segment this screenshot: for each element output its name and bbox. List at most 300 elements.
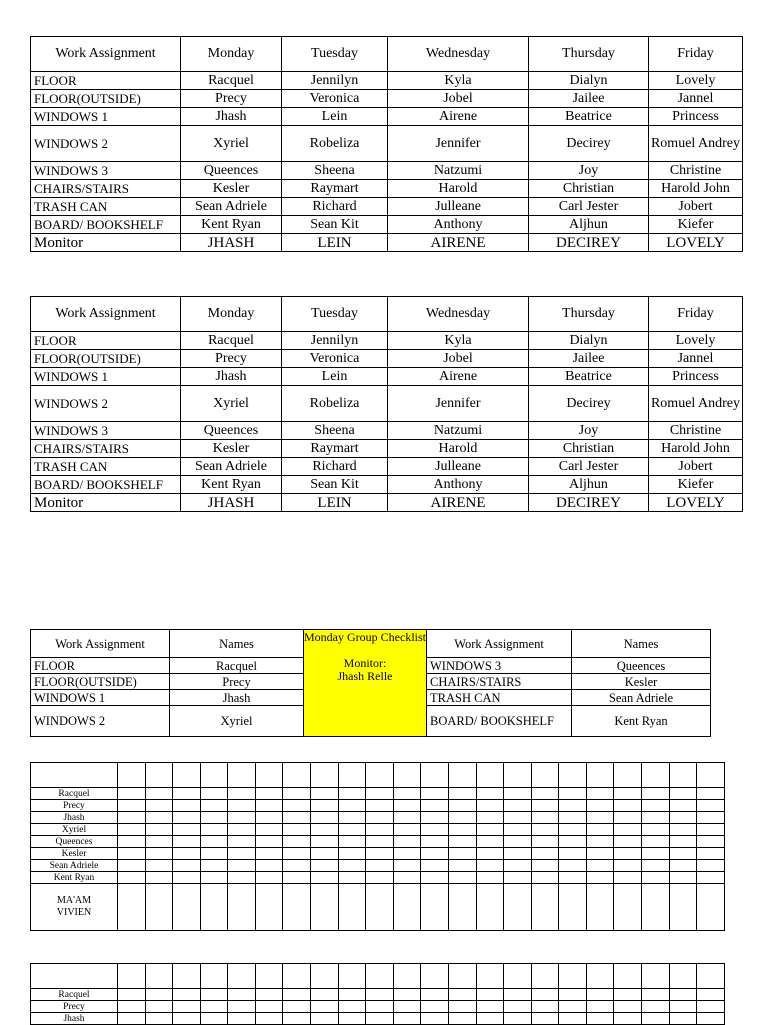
grid-check-cell: [531, 884, 559, 931]
grid-check-cell: [200, 1013, 228, 1025]
group-header-row: [31, 630, 711, 658]
grid-check-cell: [614, 1001, 642, 1013]
grid-check-cell: [504, 884, 532, 931]
grid-check-cell: [338, 800, 366, 812]
grid-row: [31, 848, 725, 860]
grid-check-cell: [311, 989, 339, 1001]
grid-check-cell: [200, 836, 228, 848]
grid-check-cell: [283, 800, 311, 812]
grid-check-cell: [504, 788, 532, 800]
grid-row: [31, 860, 725, 872]
grid-check-cell: [504, 1001, 532, 1013]
schedule-name-cell: Carl Jester: [529, 458, 649, 476]
grid-row: [31, 800, 725, 812]
schedule-row: [31, 386, 743, 422]
grid-check-cell: [393, 964, 421, 989]
grid-check-cell: [200, 1001, 228, 1013]
grid-check-cell: [448, 788, 476, 800]
schedule-name-cell: Kent Ryan: [181, 216, 282, 234]
grid-row: [31, 989, 725, 1001]
grid-check-cell: [697, 1001, 725, 1013]
schedule-task-cell: CHAIRS/STAIRS: [31, 180, 181, 198]
schedule-name-cell: Robeliza: [282, 126, 388, 162]
grid-check-cell: [228, 812, 256, 824]
schedule-name-cell: Sheena: [282, 162, 388, 180]
schedule-task-cell: WINDOWS 2: [31, 126, 181, 162]
grid-check-cell: [255, 884, 283, 931]
grid-check-cell: [669, 848, 697, 860]
grid-check-cell: [173, 812, 201, 824]
schedule-row: [31, 350, 743, 368]
grid-check-cell: [118, 1001, 146, 1013]
schedule-name-cell: Raymart: [282, 440, 388, 458]
grid-check-cell: [200, 800, 228, 812]
group-col-names-left: Names: [170, 630, 304, 658]
grid-check-cell: [173, 788, 201, 800]
schedule-name-cell: Jobel: [388, 90, 529, 108]
schedule-name-cell: AIRENE: [388, 234, 529, 252]
grid-check-cell: [145, 848, 173, 860]
group-name-cell: Kent Ryan: [572, 706, 711, 737]
grid-check-cell: [669, 836, 697, 848]
schedule-header-cell: Thursday: [529, 37, 649, 72]
grid-check-cell: [255, 989, 283, 1001]
schedule-name-cell: Jennilyn: [282, 332, 388, 350]
grid-check-cell: [669, 1013, 697, 1025]
schedule-name-cell: Jennifer: [388, 126, 529, 162]
grid-check-cell: [255, 824, 283, 836]
grid-check-cell: [393, 848, 421, 860]
grid-check-cell: [476, 860, 504, 872]
grid-check-cell: [531, 872, 559, 884]
schedule-header-cell: Friday: [649, 297, 743, 332]
grid-check-cell: [283, 964, 311, 989]
grid-check-cell: [586, 989, 614, 1001]
grid-check-cell: [366, 824, 394, 836]
grid-check-cell: [559, 848, 587, 860]
schedule-header-cell: Work Assignment: [31, 297, 181, 332]
grid-name-cell: Xyriel: [31, 824, 118, 836]
schedule-name-cell: LEIN: [282, 494, 388, 512]
schedule-name-cell: Veronica: [282, 90, 388, 108]
grid-check-cell: [228, 836, 256, 848]
grid-check-cell: [614, 763, 642, 788]
schedule-name-cell: Jobert: [649, 198, 743, 216]
grid-check-cell: [641, 1013, 669, 1025]
schedule-name-cell: Jennilyn: [282, 72, 388, 90]
grid-check-cell: [531, 812, 559, 824]
grid-check-cell: [697, 763, 725, 788]
schedule-name-cell: Decirey: [529, 126, 649, 162]
grid-check-cell: [421, 964, 449, 989]
grid-check-cell: [448, 860, 476, 872]
grid-check-cell: [145, 763, 173, 788]
grid-check-cell: [697, 800, 725, 812]
grid-name-header: [31, 964, 118, 989]
grid-check-cell: [228, 763, 256, 788]
grid-check-cell: [283, 884, 311, 931]
schedule-name-cell: LEIN: [282, 234, 388, 252]
grid-check-cell: [393, 763, 421, 788]
grid-check-cell: [228, 788, 256, 800]
grid-check-cell: [641, 860, 669, 872]
grid-check-cell: [228, 1013, 256, 1025]
schedule-name-cell: JHASH: [181, 234, 282, 252]
schedule-row: [31, 198, 743, 216]
grid-check-cell: [366, 788, 394, 800]
schedule-name-cell: Kesler: [181, 180, 282, 198]
grid-teacher-row: [31, 884, 725, 931]
schedule-name-cell: Dialyn: [529, 72, 649, 90]
grid-check-cell: [311, 1013, 339, 1025]
grid-check-cell: [283, 763, 311, 788]
schedule-name-cell: Anthony: [388, 476, 529, 494]
schedule-name-cell: Christine: [649, 162, 743, 180]
grid-check-cell: [311, 860, 339, 872]
grid-check-cell: [476, 812, 504, 824]
schedule-header-cell: Work Assignment: [31, 37, 181, 72]
grid-check-cell: [504, 964, 532, 989]
grid-check-cell: [559, 788, 587, 800]
schedule-name-cell: Racquel: [181, 72, 282, 90]
grid-check-cell: [145, 964, 173, 989]
grid-row: [31, 872, 725, 884]
grid-check-cell: [283, 824, 311, 836]
grid-check-cell: [559, 989, 587, 1001]
grid-check-cell: [255, 872, 283, 884]
grid-check-cell: [283, 788, 311, 800]
grid-check-cell: [173, 989, 201, 1001]
grid-check-cell: [421, 884, 449, 931]
grid-check-cell: [614, 884, 642, 931]
grid-check-cell: [559, 884, 587, 931]
grid-check-cell: [173, 824, 201, 836]
schedule-header-row: [31, 297, 743, 332]
grid-check-cell: [614, 964, 642, 989]
schedule-name-cell: LOVELY: [649, 234, 743, 252]
schedule-name-cell: Romuel Andrey: [649, 126, 743, 162]
schedule-row: [31, 332, 743, 350]
group-name-cell: Precy: [170, 674, 304, 690]
schedule-row: [31, 440, 743, 458]
grid-check-cell: [586, 824, 614, 836]
grid-check-cell: [641, 824, 669, 836]
schedule-name-cell: Sean Kit: [282, 476, 388, 494]
grid-check-cell: [283, 1013, 311, 1025]
grid-check-cell: [311, 848, 339, 860]
grid-check-cell: [200, 872, 228, 884]
grid-check-cell: [366, 763, 394, 788]
schedule-name-cell: Kent Ryan: [181, 476, 282, 494]
schedule-name-cell: Sheena: [282, 422, 388, 440]
grid-check-cell: [366, 812, 394, 824]
grid-check-cell: [531, 964, 559, 989]
grid-check-cell: [173, 872, 201, 884]
schedule-name-cell: Princess: [649, 368, 743, 386]
grid-name-cell: Kent Ryan: [31, 872, 118, 884]
schedule-name-cell: Natzumi: [388, 422, 529, 440]
grid-check-cell: [697, 848, 725, 860]
schedule-name-cell: Joy: [529, 422, 649, 440]
schedule-row: [31, 180, 743, 198]
grid-check-cell: [200, 824, 228, 836]
grid-name-cell: Precy: [31, 1001, 118, 1013]
grid-check-cell: [504, 872, 532, 884]
schedule-name-cell: Jailee: [529, 90, 649, 108]
grid-check-cell: [421, 872, 449, 884]
schedule-name-cell: Jannel: [649, 350, 743, 368]
grid-teacher-title: MA'AM: [56, 895, 92, 906]
grid-check-cell: [559, 860, 587, 872]
grid-check-cell: [118, 964, 146, 989]
schedule-row: [31, 422, 743, 440]
schedule-name-cell: LOVELY: [649, 494, 743, 512]
grid-check-cell: [338, 836, 366, 848]
grid-check-cell: [366, 836, 394, 848]
grid-check-cell: [421, 1013, 449, 1025]
grid-check-cell: [200, 763, 228, 788]
group-name-cell: Queences: [572, 658, 711, 674]
grid-check-cell: [614, 860, 642, 872]
schedule-header-cell: Wednesday: [388, 37, 529, 72]
schedule-name-cell: Jennifer: [388, 386, 529, 422]
grid-check-cell: [228, 848, 256, 860]
grid-check-cell: [118, 1013, 146, 1025]
schedule-name-cell: Christian: [529, 440, 649, 458]
grid-check-cell: [531, 989, 559, 1001]
grid-check-cell: [421, 860, 449, 872]
grid-check-cell: [338, 884, 366, 931]
grid-check-cell: [338, 788, 366, 800]
grid-check-cell: [476, 848, 504, 860]
schedule-name-cell: Harold John: [649, 440, 743, 458]
grid-check-cell: [476, 763, 504, 788]
grid-check-cell: [448, 763, 476, 788]
attendance-grid-1: [30, 762, 725, 931]
schedule-name-cell: Princess: [649, 108, 743, 126]
grid-check-cell: [421, 989, 449, 1001]
group-name-cell: Jhash: [170, 690, 304, 706]
grid-check-cell: [255, 800, 283, 812]
schedule-task-cell: BOARD/ BOOKSHELF: [31, 476, 181, 494]
grid-check-cell: [614, 836, 642, 848]
grid-check-cell: [173, 884, 201, 931]
schedule-name-cell: Joy: [529, 162, 649, 180]
grid-check-cell: [283, 989, 311, 1001]
grid-check-cell: [200, 788, 228, 800]
grid-teacher-cell: [31, 884, 118, 931]
grid-check-cell: [366, 800, 394, 812]
grid-check-cell: [641, 884, 669, 931]
grid-check-cell: [559, 964, 587, 989]
grid-check-cell: [559, 763, 587, 788]
grid-check-cell: [311, 800, 339, 812]
grid-check-cell: [641, 763, 669, 788]
schedule-name-cell: Queences: [181, 422, 282, 440]
grid-check-cell: [338, 824, 366, 836]
weekly-schedule-table-1: [30, 36, 743, 252]
grid-check-cell: [283, 848, 311, 860]
grid-check-cell: [228, 860, 256, 872]
schedule-name-cell: Precy: [181, 350, 282, 368]
grid-teacher-name: VIVIEN: [56, 907, 92, 918]
grid-check-cell: [393, 1001, 421, 1013]
schedule-task-cell: Monitor: [31, 234, 181, 252]
grid-check-cell: [338, 848, 366, 860]
grid-check-cell: [393, 989, 421, 1001]
grid-check-cell: [393, 812, 421, 824]
grid-check-cell: [366, 848, 394, 860]
grid-check-cell: [366, 860, 394, 872]
schedule-task-cell: WINDOWS 3: [31, 422, 181, 440]
group-monitor-name: Jhash Relle: [337, 669, 393, 683]
grid-check-cell: [476, 800, 504, 812]
grid-check-cell: [366, 884, 394, 931]
grid-check-cell: [641, 964, 669, 989]
grid-row: [31, 824, 725, 836]
grid-check-cell: [255, 788, 283, 800]
grid-check-cell: [311, 788, 339, 800]
schedule-task-cell: BOARD/ BOOKSHELF: [31, 216, 181, 234]
grid-check-cell: [531, 848, 559, 860]
grid-check-cell: [448, 824, 476, 836]
group-name-cell: Racquel: [170, 658, 304, 674]
grid-check-cell: [283, 1001, 311, 1013]
grid-check-cell: [366, 964, 394, 989]
grid-check-cell: [504, 989, 532, 1001]
schedule-name-cell: Raymart: [282, 180, 388, 198]
weekly-schedule-table-2: [30, 296, 743, 512]
grid-check-cell: [448, 812, 476, 824]
group-task-cell: CHAIRS/STAIRS: [427, 674, 572, 690]
schedule-name-cell: Racquel: [181, 332, 282, 350]
grid-check-cell: [118, 812, 146, 824]
grid-check-cell: [504, 812, 532, 824]
grid-check-cell: [641, 812, 669, 824]
schedule-name-cell: Jannel: [649, 90, 743, 108]
schedule-name-cell: Lovely: [649, 332, 743, 350]
schedule-name-cell: Natzumi: [388, 162, 529, 180]
schedule-name-cell: Harold: [388, 180, 529, 198]
grid-check-cell: [255, 1001, 283, 1013]
grid-check-cell: [283, 812, 311, 824]
schedule-task-cell: FLOOR(OUTSIDE): [31, 90, 181, 108]
grid-check-cell: [145, 1013, 173, 1025]
grid-check-cell: [338, 1013, 366, 1025]
grid-check-cell: [586, 884, 614, 931]
grid-check-cell: [614, 989, 642, 1001]
grid-check-cell: [421, 788, 449, 800]
grid-check-cell: [338, 1001, 366, 1013]
grid-check-cell: [448, 884, 476, 931]
schedule-task-cell: WINDOWS 2: [31, 386, 181, 422]
grid-check-cell: [504, 1013, 532, 1025]
schedule-header-cell: Monday: [181, 297, 282, 332]
grid-check-cell: [421, 800, 449, 812]
group-task-cell: WINDOWS 3: [427, 658, 572, 674]
grid-check-cell: [145, 824, 173, 836]
schedule-name-cell: Beatrice: [529, 368, 649, 386]
grid-check-cell: [559, 872, 587, 884]
schedule-task-cell: TRASH CAN: [31, 198, 181, 216]
schedule-header-cell: Thursday: [529, 297, 649, 332]
grid-check-cell: [173, 836, 201, 848]
grid-check-cell: [669, 763, 697, 788]
grid-check-cell: [614, 812, 642, 824]
schedule-name-cell: Xyriel: [181, 126, 282, 162]
grid-check-cell: [586, 836, 614, 848]
grid-check-cell: [641, 788, 669, 800]
schedule-name-cell: Aljhun: [529, 476, 649, 494]
grid-check-cell: [697, 788, 725, 800]
group-task-cell: FLOOR(OUTSIDE): [31, 674, 170, 690]
schedule-row: [31, 368, 743, 386]
schedule-name-cell: Lein: [282, 108, 388, 126]
grid-check-cell: [311, 964, 339, 989]
grid-check-cell: [669, 872, 697, 884]
grid-name-cell: Kesler: [31, 848, 118, 860]
schedule-header-cell: Tuesday: [282, 37, 388, 72]
grid-check-cell: [421, 812, 449, 824]
grid-check-cell: [669, 964, 697, 989]
grid-check-cell: [586, 860, 614, 872]
schedule-name-cell: Romuel Andrey: [649, 386, 743, 422]
grid-check-cell: [145, 872, 173, 884]
grid-check-cell: [173, 800, 201, 812]
grid-check-cell: [669, 788, 697, 800]
group-task-cell: BOARD/ BOOKSHELF: [427, 706, 572, 737]
grid-check-cell: [228, 800, 256, 812]
grid-check-cell: [393, 860, 421, 872]
grid-check-cell: [366, 1013, 394, 1025]
grid-check-cell: [283, 872, 311, 884]
schedule-task-cell: FLOOR: [31, 332, 181, 350]
schedule-name-cell: Christine: [649, 422, 743, 440]
grid-check-cell: [421, 848, 449, 860]
schedule-name-cell: Lovely: [649, 72, 743, 90]
grid-check-cell: [173, 964, 201, 989]
grid-check-cell: [531, 763, 559, 788]
grid-check-cell: [200, 989, 228, 1001]
schedule-name-cell: Jobert: [649, 458, 743, 476]
schedule-name-cell: Sean Adriele: [181, 458, 282, 476]
schedule-name-cell: Sean Kit: [282, 216, 388, 234]
grid-check-cell: [697, 872, 725, 884]
grid-check-cell: [504, 836, 532, 848]
group-task-cell: TRASH CAN: [427, 690, 572, 706]
grid-check-cell: [283, 860, 311, 872]
schedule-name-cell: AIRENE: [388, 494, 529, 512]
grid-check-cell: [118, 836, 146, 848]
grid-check-cell: [614, 848, 642, 860]
schedule-name-cell: Jhash: [181, 108, 282, 126]
group-name-cell: Kesler: [572, 674, 711, 690]
group-task-cell: WINDOWS 2: [31, 706, 170, 737]
grid-check-cell: [366, 989, 394, 1001]
grid-check-cell: [255, 964, 283, 989]
schedule-name-cell: Julleane: [388, 198, 529, 216]
grid-check-cell: [476, 989, 504, 1001]
schedule-header-cell: Friday: [649, 37, 743, 72]
grid-check-cell: [228, 884, 256, 931]
grid-check-cell: [531, 1001, 559, 1013]
grid-name-cell: Jhash: [31, 812, 118, 824]
schedule-name-cell: Kyla: [388, 332, 529, 350]
grid-check-cell: [476, 884, 504, 931]
schedule-name-cell: Dialyn: [529, 332, 649, 350]
grid-check-cell: [393, 836, 421, 848]
grid-check-cell: [641, 836, 669, 848]
